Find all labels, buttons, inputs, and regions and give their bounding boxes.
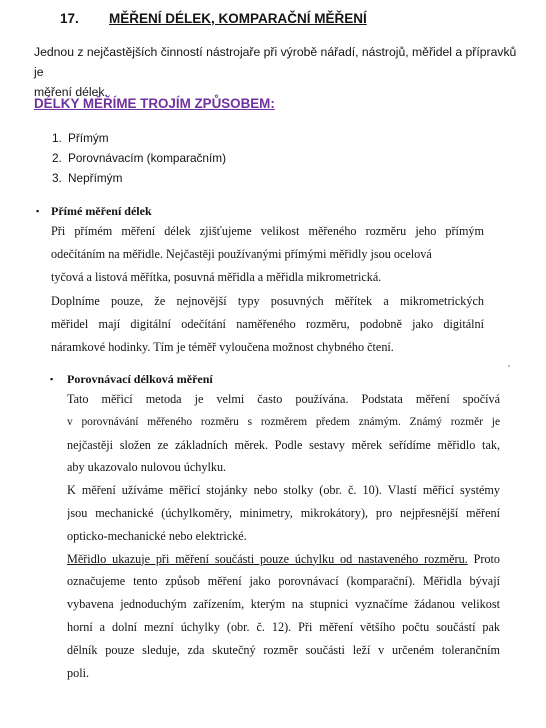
text-line: vybavena jednoduchým zařízením, kterým na stupnici vyznačíme žádanou velikost (67, 597, 500, 612)
text-line: jsou mechanické (úchylkoměry, minimetry, mikrokátory), pro nejpřesnější měření (67, 505, 500, 520)
chapter-number: 17. (60, 11, 79, 26)
text-line-tail: Proto (473, 551, 500, 566)
comparative-measurement-heading: Porovnávací délková měření (67, 372, 213, 386)
text-line: horní a dolní mezní úchylky (obr. č. 12). Při měření většího počtu součástí pak (67, 619, 500, 634)
text-line: označujeme tento způsob měření jako porovnávací (komparační). Měřidla bývají (67, 574, 500, 589)
text-line: odečítáním na měřidle. Nejčastěji používanými přímými měřidly jsou ocelová (51, 247, 432, 262)
text-line: poli. (67, 665, 90, 680)
stray-dot (508, 365, 510, 367)
text-line: Tato měřicí metoda je velmi často používána. Podstata měření spočívá (67, 392, 500, 406)
chapter-title: MĚŘENÍ DÉLEK, KOMPARAČNÍ MĚŘENÍ (109, 11, 367, 26)
text-line: Při přímém měření délek zjišťujeme velikost měřeného rozměru jeho přímým (51, 224, 484, 238)
direct-measurement-heading: Přímé měření délek (51, 204, 152, 218)
methods-list (52, 128, 226, 188)
direct-measurement-paragraph (51, 220, 484, 359)
text-line: Doplníme pouze, že nejnovější typy posuvných měřítek a mikrometrických (51, 293, 484, 308)
text-line: v porovnávání měřeného rozměru s rozměrem předem známým. Známý rozměr je (67, 415, 500, 428)
text-line: opticko-mechanické nebo elektrické. (67, 528, 247, 543)
comparative-measurement-paragraph (67, 388, 500, 684)
list-item: 2. Porovnávacím (komparačním) (52, 151, 226, 165)
text-line: K měření užíváme měřicí stojánky nebo stolky (obr. č. 10). Vlastí měřicí systémy (67, 483, 500, 498)
intro-paragraph (34, 42, 524, 102)
text-line-mixed (67, 548, 500, 571)
text-line: tyčová a listová měřítka, posuvná měřidla a měřidla mikrometrická. (51, 270, 382, 285)
underlined-sentence: Měřidlo ukazuje při měření součásti pouze úchylku od nastaveného rozměru. (67, 551, 468, 566)
text-line: dělník pouze sleduje, zda skutečný rozměr součásti leží v určeném tolerančním (67, 642, 500, 657)
intro-line: měření délek. (34, 85, 108, 99)
list-item: 1. Přímým (52, 131, 109, 145)
text-line: aby ukazovalo nulovou úchylku. (67, 460, 227, 475)
list-item: 3. Nepřímým (52, 171, 123, 185)
text-line: náramkové hodinky. Tím je téměř vyloučena možnost chybného čtení. (51, 339, 394, 354)
methods-heading: DÉLKY MĚŘÍME TROJÍM ZPŮSOBEM: (34, 96, 275, 111)
bullet-icon: ▪ (50, 374, 54, 384)
text-line: nejčastěji složen ze základních měrek. Podle sestavy měrek seřídíme měřidlo tak, (67, 437, 500, 452)
text-line: měřidel mají digitální odečítání naměřeného rozměru, podobně jako digitální (51, 316, 484, 331)
intro-line: Jednou z nejčastějších činností nástrojaře při výrobě nářadí, nástrojů, měřidel a přípravků je (34, 45, 517, 79)
bullet-icon: ▪ (36, 206, 40, 216)
